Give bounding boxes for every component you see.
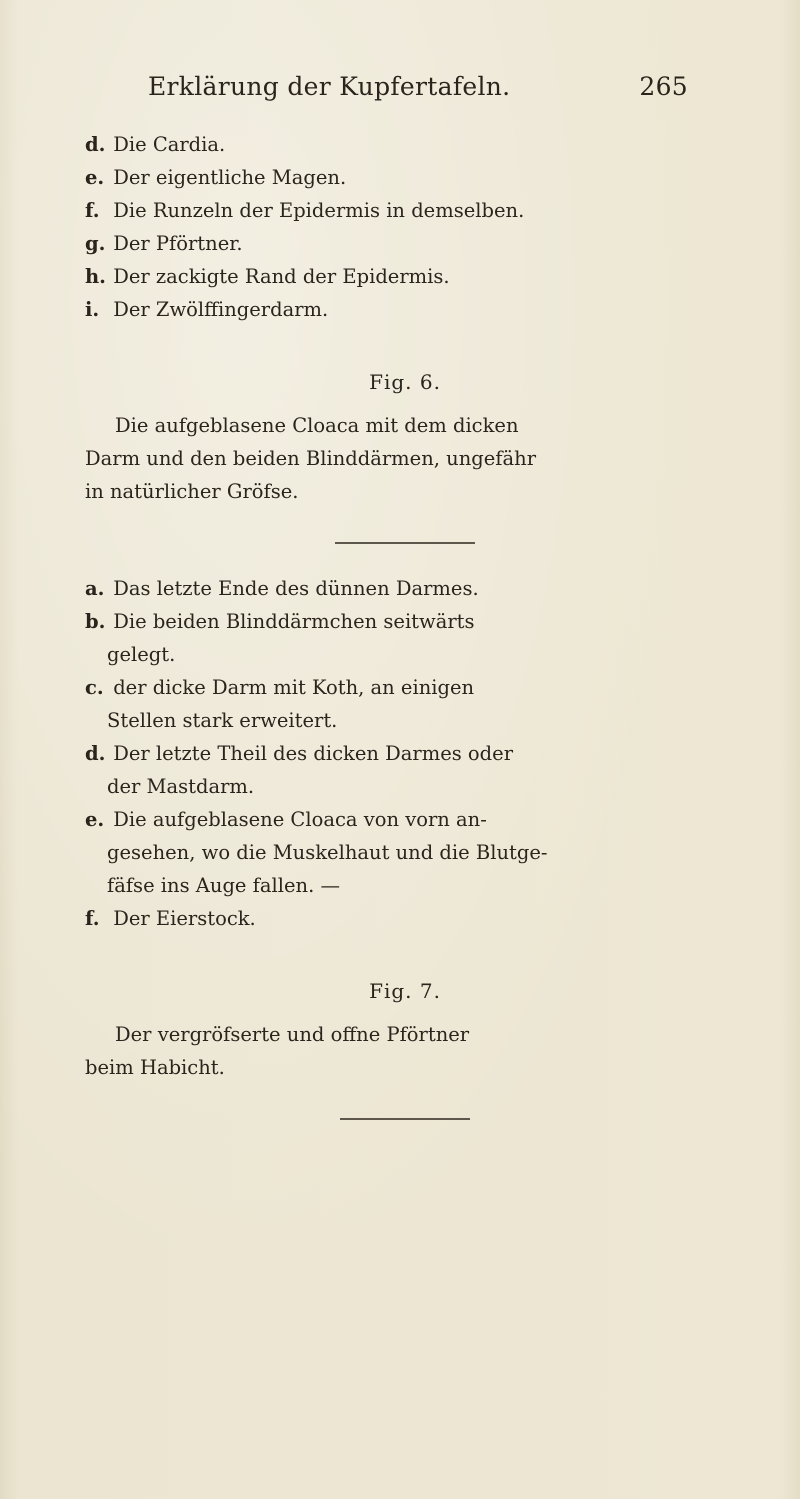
running-header [148, 72, 688, 101]
legend-text: Der zackigte Rand der Epidermis. [113, 265, 450, 288]
legend-item [85, 671, 725, 737]
legend-letter: c. [85, 676, 104, 699]
fig-7-heading: Fig. 7. [369, 979, 441, 1003]
legend-text: Der Pförtner. [113, 232, 243, 255]
legend-text: Die aufgeblasene Cloaca von vorn an- [113, 808, 487, 831]
legend-text-continued: gelegt. [107, 643, 176, 666]
legend-letter: e. [85, 166, 105, 189]
page-number: 265 [639, 72, 688, 101]
legend-letter: a. [85, 577, 105, 600]
fig-6-caption [85, 409, 725, 508]
legend-item [85, 194, 725, 227]
legend-text: Die Cardia. [113, 133, 226, 156]
legend-text: Der letzte Theil des dicken Darmes oder [113, 742, 514, 765]
page-body [85, 128, 725, 1120]
page-header-title: Erklärung der Kupfertafeln. [148, 72, 511, 101]
legend-letter: h. [85, 265, 106, 288]
legend-item [85, 260, 725, 293]
legend-letter: b. [85, 610, 106, 633]
caption-line: beim Habicht. [85, 1056, 225, 1079]
legend-text: Das letzte Ende des dünnen Darmes. [113, 577, 479, 600]
caption-line: Der vergröfserte und offne Pförtner [115, 1023, 470, 1046]
legend-text: Der Eierstock. [113, 907, 256, 930]
legend-text-continued: der Mastdarm. [107, 775, 255, 798]
section-divider [335, 542, 475, 544]
legend-text-continued: gesehen, wo die Muskelhaut und die Blutge- [107, 841, 548, 864]
legend-letter: d. [85, 133, 106, 156]
legend-text: der dicke Darm mit Koth, an einigen [113, 676, 475, 699]
legend-text: Die Runzeln der Epidermis in demselben. [113, 199, 525, 222]
caption-line: in natürlicher Gröfse. [85, 480, 299, 503]
legend-text-continued: Stellen stark erweitert. [107, 709, 338, 732]
legend-item [85, 161, 725, 194]
legend-text: Der eigentliche Magen. [113, 166, 347, 189]
legend-letter: g. [85, 232, 106, 255]
legend-item [85, 572, 725, 605]
legend-item [85, 128, 725, 161]
legend-list-top [85, 128, 725, 326]
legend-item [85, 293, 725, 326]
legend-letter: i. [85, 298, 100, 321]
legend-item [85, 605, 725, 671]
fig-6-heading: Fig. 6. [369, 370, 441, 394]
legend-item [85, 227, 725, 260]
caption-line: Darm und den beiden Blinddärmen, ungefähr [85, 447, 537, 470]
legend-item [85, 902, 725, 935]
legend-text: Die beiden Blinddärmchen seitwärts [113, 610, 475, 633]
legend-text: Der Zwölffingerdarm. [113, 298, 329, 321]
caption-line: Die aufgeblasene Cloaca mit dem dicken [115, 414, 519, 437]
legend-item [85, 737, 725, 803]
legend-text-continued: fäfse ins Auge fallen. — [107, 874, 340, 897]
legend-item [85, 803, 725, 902]
legend-letter: e. [85, 808, 105, 831]
section-divider [340, 1118, 470, 1120]
fig-6-legend-list [85, 572, 725, 935]
legend-letter: f. [85, 199, 100, 222]
legend-letter: f. [85, 907, 100, 930]
fig-7-caption [85, 1018, 725, 1084]
legend-letter: d. [85, 742, 106, 765]
